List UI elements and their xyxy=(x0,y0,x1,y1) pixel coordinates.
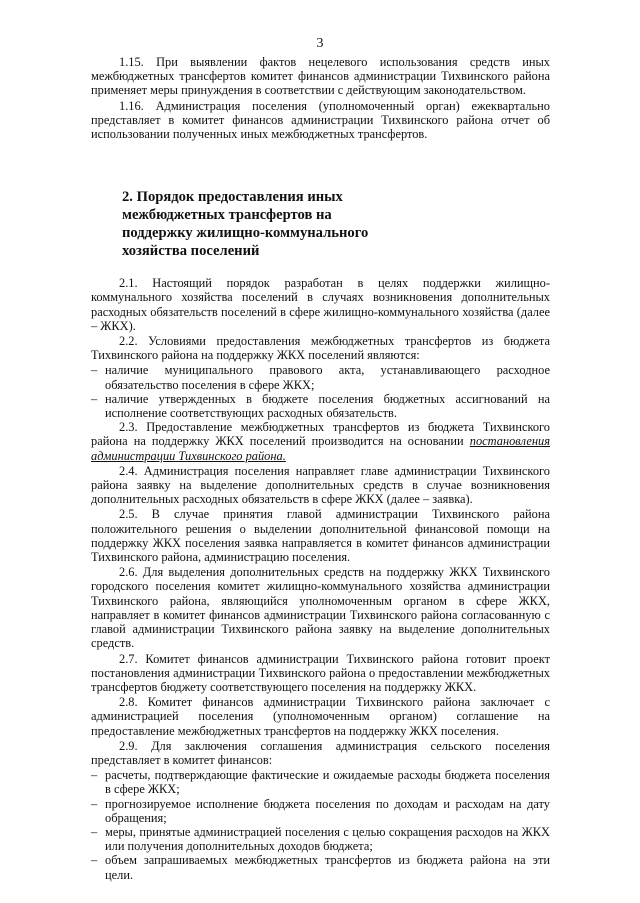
paragraph-2-9: 2.9. Для заключения соглашения администрация сельского поселения представляет в комитет финансов: xyxy=(91,738,550,767)
paragraph-2-5: 2.5. В случае принятия главой администрации Тихвинского района положительного решения о выделении дополнительной финансовой помощи на поддержку ЖКХ поселения заявка направляется в комитет финансов администрации Тихвинского района, администрацию поселения. xyxy=(91,507,550,565)
paragraph-2-2: 2.2. Условиями предоставления межбюджетных трансфертов из бюджета Тихвинского района на поддержку ЖКХ поселений являются: xyxy=(91,334,550,363)
list-item: – меры, принятые администрацией поселения с целью сокращения расходов на ЖКХ или получения дополнительных доходов бюджета; xyxy=(91,825,550,853)
paragraph-2-3 xyxy=(91,420,550,463)
list-item: – объем запрашиваемых межбюджетных трансфертов из бюджета района на эти цели. xyxy=(91,853,550,881)
list-item: – расчеты, подтверждающие фактические и ожидаемые расходы бюджета поселения в сфере ЖКХ; xyxy=(91,768,550,796)
page-number: 3 xyxy=(316,36,324,51)
paragraph-2-6: 2.6. Для выделения дополнительных средств на поддержку ЖКХ Тихвинского городского поселения комитет жилищно-коммунального хозяйства администрации Тихвинского района, являющийся уполномоченным органом в сфере ЖКХ, направляет в комитет финансов администрации Тихвинского района согласованную с главой администрации Тихвинского района заявку на выделение дополнительных средств. xyxy=(91,565,550,651)
section-title: 2. Порядок предоставления иных межбюджетных трансфертов на поддержку жилищно-коммунального хозяйства поселений xyxy=(122,189,369,260)
paragraph-2-1: 2.1. Настоящий порядок разработан в целях поддержки жилищно- коммунального хозяйства поселений в случаях возникновения дополнительных расходных обязательств поселений в сфере жилищно-коммунального хозяйства (далее – ЖКХ). xyxy=(91,276,550,333)
paragraph-2-8: 2.8. Комитет финансов администрации Тихвинского района заключает с администрацией поселения (уполномоченным органом) соглашение на предоставление межбюджетных трансфертов на поддержку ЖКХ поселения. xyxy=(91,695,550,738)
list-item: – прогнозируемое исполнение бюджета поселения по доходам и расходам на дату обращения; xyxy=(91,797,550,825)
documents-list xyxy=(91,768,550,882)
resolution-link[interactable]: постановления администрации Тихвинского района. xyxy=(91,434,550,463)
paragraph-1-15: 1.15. При выявлении фактов нецелевого использования средств иных межбюджетных трансфертов комитет финансов администрации Тихвинского района применяет меры принуждения в соответствии с действующим законодательством. xyxy=(91,55,550,98)
paragraph-1-16: 1.16. Администрация поселения (уполномоченный орган) ежеквартально представляет в комитет финансов администрации Тихвинского района отчет об использовании полученных иных межбюджетных трансфертов. xyxy=(91,98,550,142)
list-item: – наличие утвержденных в бюджете поселения бюджетных ассигнований на исполнение соответствующих расходных обязательств. xyxy=(91,392,550,420)
list-item: – наличие муниципального правового акта, устанавливающего расходное обязательство поселения в сфере ЖКХ; xyxy=(91,363,550,391)
document-body xyxy=(91,55,550,882)
paragraph-2-7: 2.7. Комитет финансов администрации Тихвинского района готовит проект постановления администрации Тихвинского района о предоставлении межбюджетных трансфертов бюджету соответствующего поселения на поддержку ЖКХ. xyxy=(91,651,550,694)
paragraph-2-3-text: 2.3. Предоставление межбюджетных трансфертов из бюджета Тихвинского района на поддержку ЖКХ поселений производится на основании xyxy=(91,420,550,449)
paragraph-2-4: 2.4. Администрация поселения направляет главе администрации Тихвинского района заявку на выделение дополнительных средств в случае возникновения дополнительных расходных обязательств в сфере ЖКХ (далее – заявка). xyxy=(91,463,550,507)
conditions-list xyxy=(91,363,550,420)
